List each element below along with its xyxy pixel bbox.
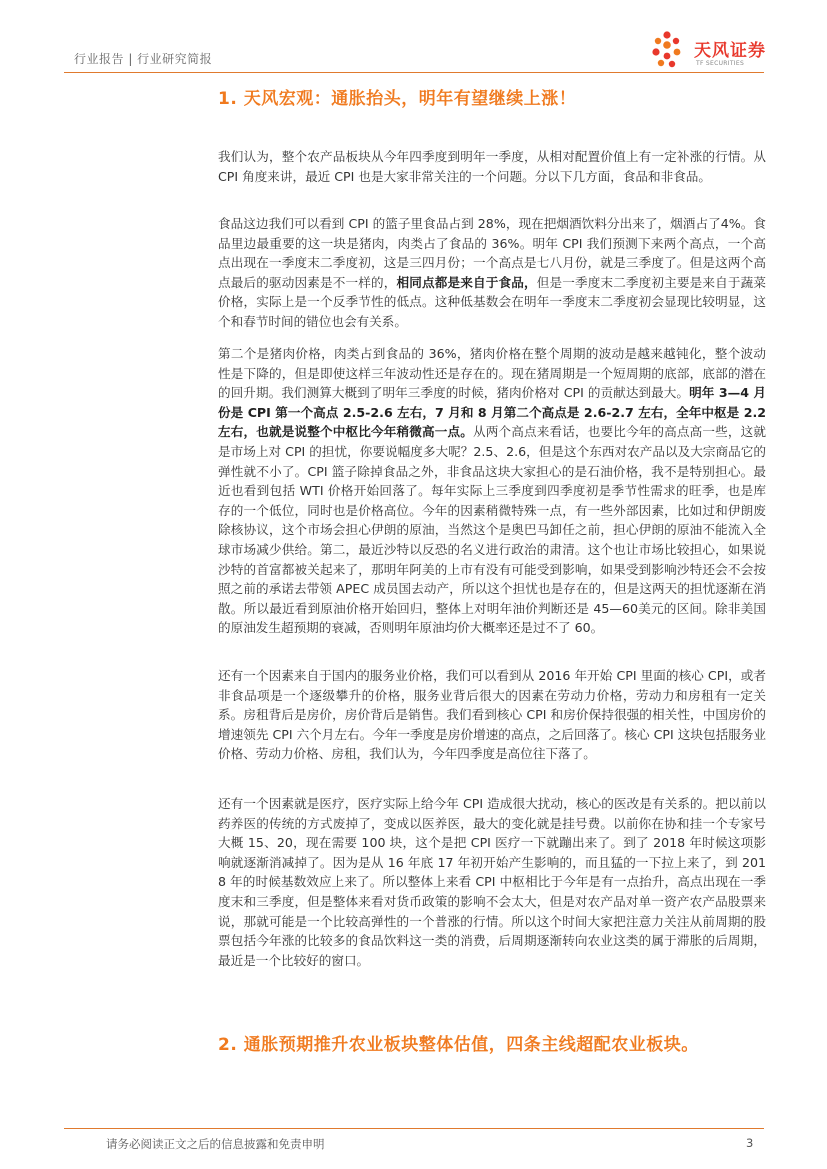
paragraph-3-emphasis: 明年 3—4 月份是 CPI 第一个高点 2.5-2.6 左右，7 月和 8 月第二个高点是 2.6-2.7 左右，全年中枢是 2.2 左右，也就是说整个中枢比今年稍微高一点。	[218, 385, 767, 440]
page-number: 3	[746, 1136, 754, 1150]
paragraph-3-text-c: 从两个高点来看话，也要比今年的高点高一些，这就是市场上对 CPI 的担忧，你要说幅度多大呢？2.5、2.6，但是这个东西对农产品以及大宗商品它的弹性就不小了。CPI 篮子除掉食品之外，非食品这块大家担心的是石油价格，我不是特别担心。最近也看到包括 WTI 价格开始回落了。每年实际上三季度到四季度初是季节性需求的旺季，也是库存的一个低位，同时也是价格高位。今年的因素稍微特殊一点，有一些外部因素，比如过和伊朗废除核协议，这个市场会担心伊朗的原油，当然这个是奥巴马卸任之前，担心伊朗的原油不能流入全球市场减少供给。第二，最近沙特以反恐的名义进行政治的肃清。这个也让市场比较担心，如果说沙特的首富都被关起来了，那明年阿美的上市有没有可能受到影响，如果受到影响沙特还会不会按照之前的承诺去带领 APEC 成员国去动产，所以这个担忧也是存在的，但是这两天的担忧逐渐在消散。所以最近看到原油价格开始回归，整体上对明年油价判断还是 45—60美元的区间。除非美国的原油发生超预期的衰减，否则明年原油均价大概率还是过不了 60。	[218, 424, 767, 636]
section-1-title: 1. 天风宏观：通胀抬头，明年有望继续上涨！	[218, 89, 577, 109]
paragraph-3-text-a: 第二个是猪肉价格，肉类占到食品的 36%，猪肉价格在整个周期的波动是越来越钝化，整个波动性是下降的，但是即使这样三年波动性还是存在的。现在猪周期是一个短周期的底部，底部的潜在的回升期。我们测算大概到了明年三季度的时候，猪肉价格对 CPI 的贡献达到最大。	[218, 346, 766, 401]
company-logo	[650, 30, 770, 70]
header-breadcrumb: 行业报告 | 行业研究简报	[74, 52, 213, 66]
paragraph-2	[218, 214, 766, 332]
logo-petals-icon	[650, 30, 684, 70]
paragraph-5: 还有一个因素就是医疗，医疗实际上给今年 CPI 造成很大扰动，核心的医改是有关系的。把以前以药养医的传统的方式废掉了，变成以医养医，最大的变化就是挂号费。以前你在协和挂一个专家号大概 15、20，现在需要 100 块，这个是把 CPI 医疗一下就蹦出来了。到了 2018 年时候这项影响就逐渐消减掉了。因为是从 16 年底 17 年初开始产生影响的，而且猛的一下拉上来了，到 2018 年的时候基数效应上来了。所以整体上来看 CPI 中枢相比于今年是有一点抬升，高点出现在一季度末和三季度，但是整体来看对货币政策的影响不会太大，但是对农产品对单一资产农产品股票来说，那就可能是一个比较高弹性的一个普涨的行情。所以这个时间大家把注意力关注从前周期的股票包括今年涨的比较多的食品饮料这一类的消费，后周期逐渐转向农业这类的属于滞胀的后周期，最近是一个比较好的窗口。	[218, 796, 766, 968]
logo-name: 天风证券	[694, 41, 766, 61]
logo-subtitle: TF SECURITIES	[696, 60, 745, 67]
section-2-title: 2. 通胀预期推升农业板块整体估值，四条主线超配农业板块。	[218, 1035, 699, 1055]
paragraph-2-text-c: 但是一季度末二季度初主要是来自于蔬菜价格，实际上是一个反季节性的低点。这种低基数会在明年一季度末二季度初会显现比较明显，这个和春节时间的错位也会有关系。	[218, 274, 767, 329]
header-divider	[64, 72, 764, 73]
footer-disclaimer: 请务必阅读正文之后的信息披露和免责申明	[106, 1137, 325, 1151]
paragraph-4: 还有一个因素来自于国内的服务业价格，我们可以看到从 2016 年开始 CPI 里面的核心 CPI，或者非食品项是一个逐级攀升的价格，服务业背后很大的因素在劳动力价格，劳动力和房租有一定关系。房租背后是房价，房价背后是销售。我们看到核心 CPI 和房价保持很强的相关性，中国房价的增速领先 CPI 六个月左右。今年一季度是房价增速的高点，之后回落了。核心 CPI 这块包括服务业价格、劳动力价格、房租，我们认为，今年四季度是高位往下落了。	[218, 668, 766, 762]
paragraph-3	[218, 344, 766, 638]
paragraph-2-text-a: 食品这边我们可以看到 CPI 的篮子里食品占到 28%，现在把烟酒饮料分出来了，烟酒占了4%。食品里边最重要的这一块是猪肉，肉类占了食品的 36%。明年 CPI 我们预测下来两个高点，一个高点出现在一季度末二季度初，这是三四月份；一个高点是七八月份，就是三季度了。但是这两个高点最后的驱动因素是不一样的，	[218, 216, 766, 290]
footer-divider	[64, 1128, 764, 1129]
paragraph-2-emphasis: 相同点都是来自于食品，	[396, 274, 537, 290]
paragraph-1: 我们认为，整个农产品板块从今年四季度到明年一季度，从相对配置价值上有一定补涨的行情。从 CPI 角度来讲，最近 CPI 也是大家非常关注的一个问题。分以下几方面，食品和非食品。	[218, 149, 766, 184]
